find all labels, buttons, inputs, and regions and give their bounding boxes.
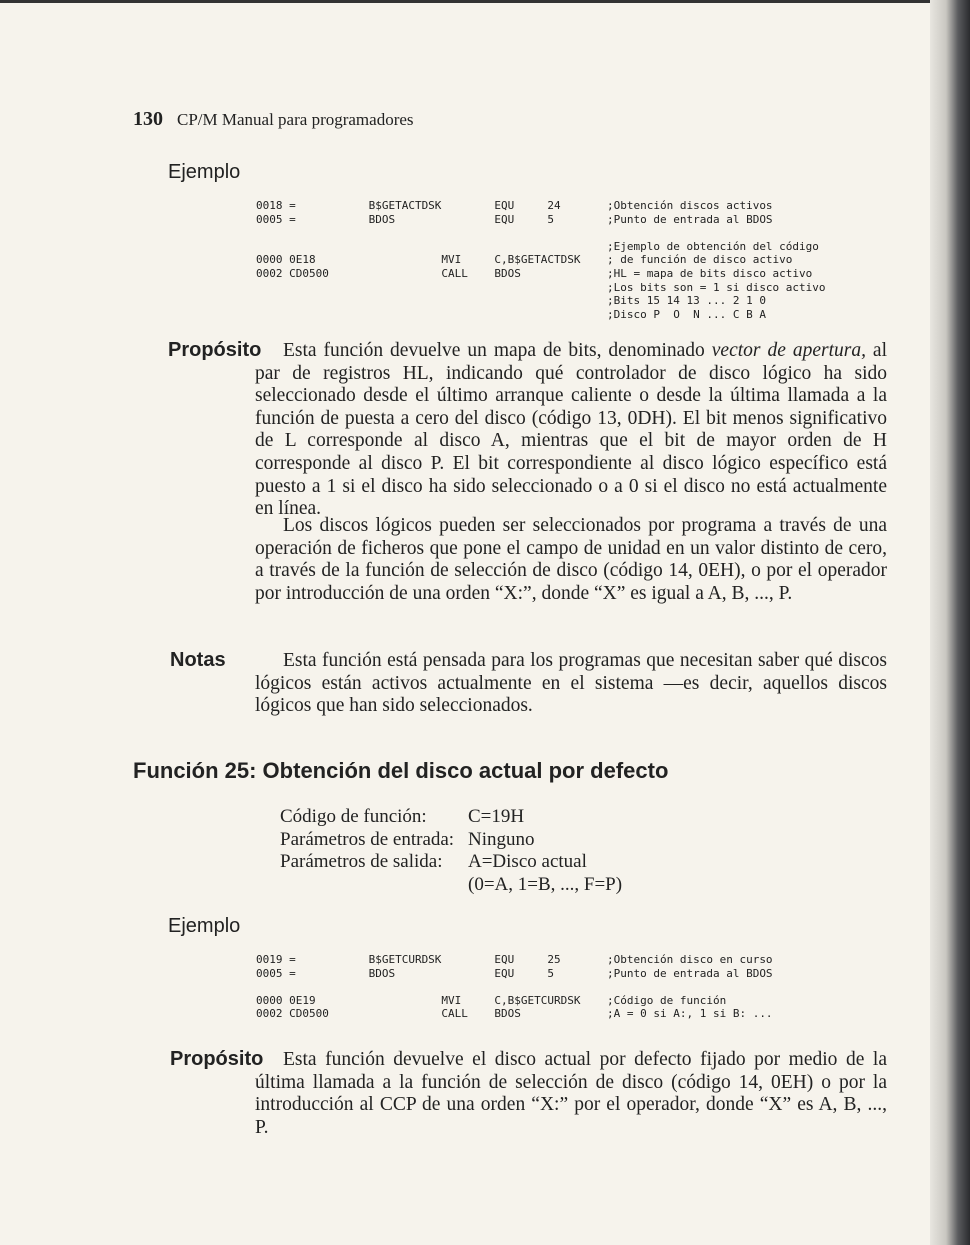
param-row — [280, 874, 622, 897]
notes-heading: Notas — [170, 649, 226, 671]
code-line: ;Ejemplo de obtención del código — [256, 239, 819, 253]
code-line: 0002 CD0500 CALL BDOS ;HL = mapa de bits disco activo — [256, 266, 813, 280]
function-25-title: Función 25: Obtención del disco actual por defecto — [133, 758, 669, 783]
code-line — [256, 980, 773, 994]
purpose-paragraph-3 — [255, 1049, 887, 1139]
purpose-paragraph-1 — [255, 340, 887, 521]
page-number: 130 — [133, 108, 163, 130]
code-line: 0002 CD0500 CALL BDOS ;A = 0 si A:, 1 si B: ... — [256, 1007, 773, 1021]
code-line: 0005 = BDOS EQU 5 ;Punto de entrada al BDOS — [256, 212, 773, 226]
code-listing-1 — [256, 199, 826, 321]
purpose-heading-2: Propósito — [170, 1048, 264, 1070]
purpose-paragraph-2 — [255, 515, 887, 605]
example-heading-1: Ejemplo — [168, 161, 241, 183]
param-row — [280, 806, 622, 829]
param-label: Parámetros de salida: — [280, 851, 443, 872]
purpose-text-3: Esta función devuelve el disco actual por defecto fijado por medio de la última llamada a la función de selección de disco (código 14, 0EH) o por la introducción al CCP de una orden “X:” por el operador, donde “X” es A, B, ..., P. — [255, 1049, 887, 1138]
code-line: ;Los bits son = 1 si disco activo — [256, 280, 826, 294]
code-line: 0018 = B$GETACTDSK EQU 24 ;Obtención discos activos — [256, 199, 773, 212]
code-line: ;Bits 15 14 13 ... 2 1 0 — [256, 294, 766, 308]
function-parameters — [280, 806, 622, 896]
param-label — [280, 874, 468, 897]
code-line: 0005 = BDOS EQU 5 ;Punto de entrada al BDOS — [256, 966, 773, 980]
param-label: Código de función: — [280, 806, 427, 827]
purpose-heading-1: Propósito — [168, 339, 262, 361]
notes-text: Esta función está pensada para los programas que necesitan saber qué discos lógicos están activos actualmente en el sistema —es decir, aquellos discos lógicos que han sido seleccionados. — [255, 650, 887, 717]
top-edge-line — [0, 0, 930, 3]
purpose-text-a: Esta función devuelve un mapa de bits, denominado — [283, 340, 712, 361]
purpose-text-2: Los discos lógicos pueden ser seleccionados por programa a través de una operación de ficheros que pone el campo de unidad en un valor distinto de cero, a través de la función de selección de disco (código 14, 0EH), o por el operador por introducción de una orden “X:”, donde “X” es igual a A, B, ..., P. — [255, 515, 887, 604]
code-line: ;Disco P O N ... C B A — [256, 307, 766, 321]
param-value: C=19H — [468, 806, 525, 827]
running-header — [133, 108, 414, 131]
notes-paragraph — [255, 650, 887, 718]
code-line — [256, 226, 826, 240]
code-line: 0000 0E18 MVI C,B$GETACTDSK ; de función de disco activo — [256, 253, 793, 267]
purpose-text-b: al par de registros HL, indicando qué controlador de disco lógico ha sido seleccionado desde el último arranque caliente o desde la última llamada a la función de puesta a cero del disco (código 13, 0DH). El bit menos significativo de L corresponde al disco A, mientras que el bit de mayor orden de H corresponde al disco P. El bit correspondiente al disco lógico específico está puesto a 1 si el disco ha sido seleccionado o a 0 si el disco no está actualmente en línea. — [255, 340, 887, 520]
param-value: A=Disco actual — [468, 851, 587, 872]
code-listing-2 — [256, 953, 773, 1021]
param-row — [280, 829, 622, 852]
running-title: CP/M Manual para programadores — [177, 110, 414, 129]
param-value: (0=A, 1=B, ..., F=P) — [468, 873, 623, 895]
purpose-emphasis: vector de apertura, — [711, 340, 866, 361]
param-label: Parámetros de entrada: — [280, 828, 455, 850]
param-row — [280, 851, 622, 874]
param-value: Ninguno — [468, 828, 535, 850]
book-spine-shadow — [930, 0, 970, 1245]
code-line: 0019 = B$GETCURDSK EQU 25 ;Obtención disco en curso — [256, 953, 773, 966]
example-heading-2: Ejemplo — [168, 915, 241, 937]
code-line: 0000 0E19 MVI C,B$GETCURDSK ;Código de función — [256, 993, 727, 1007]
